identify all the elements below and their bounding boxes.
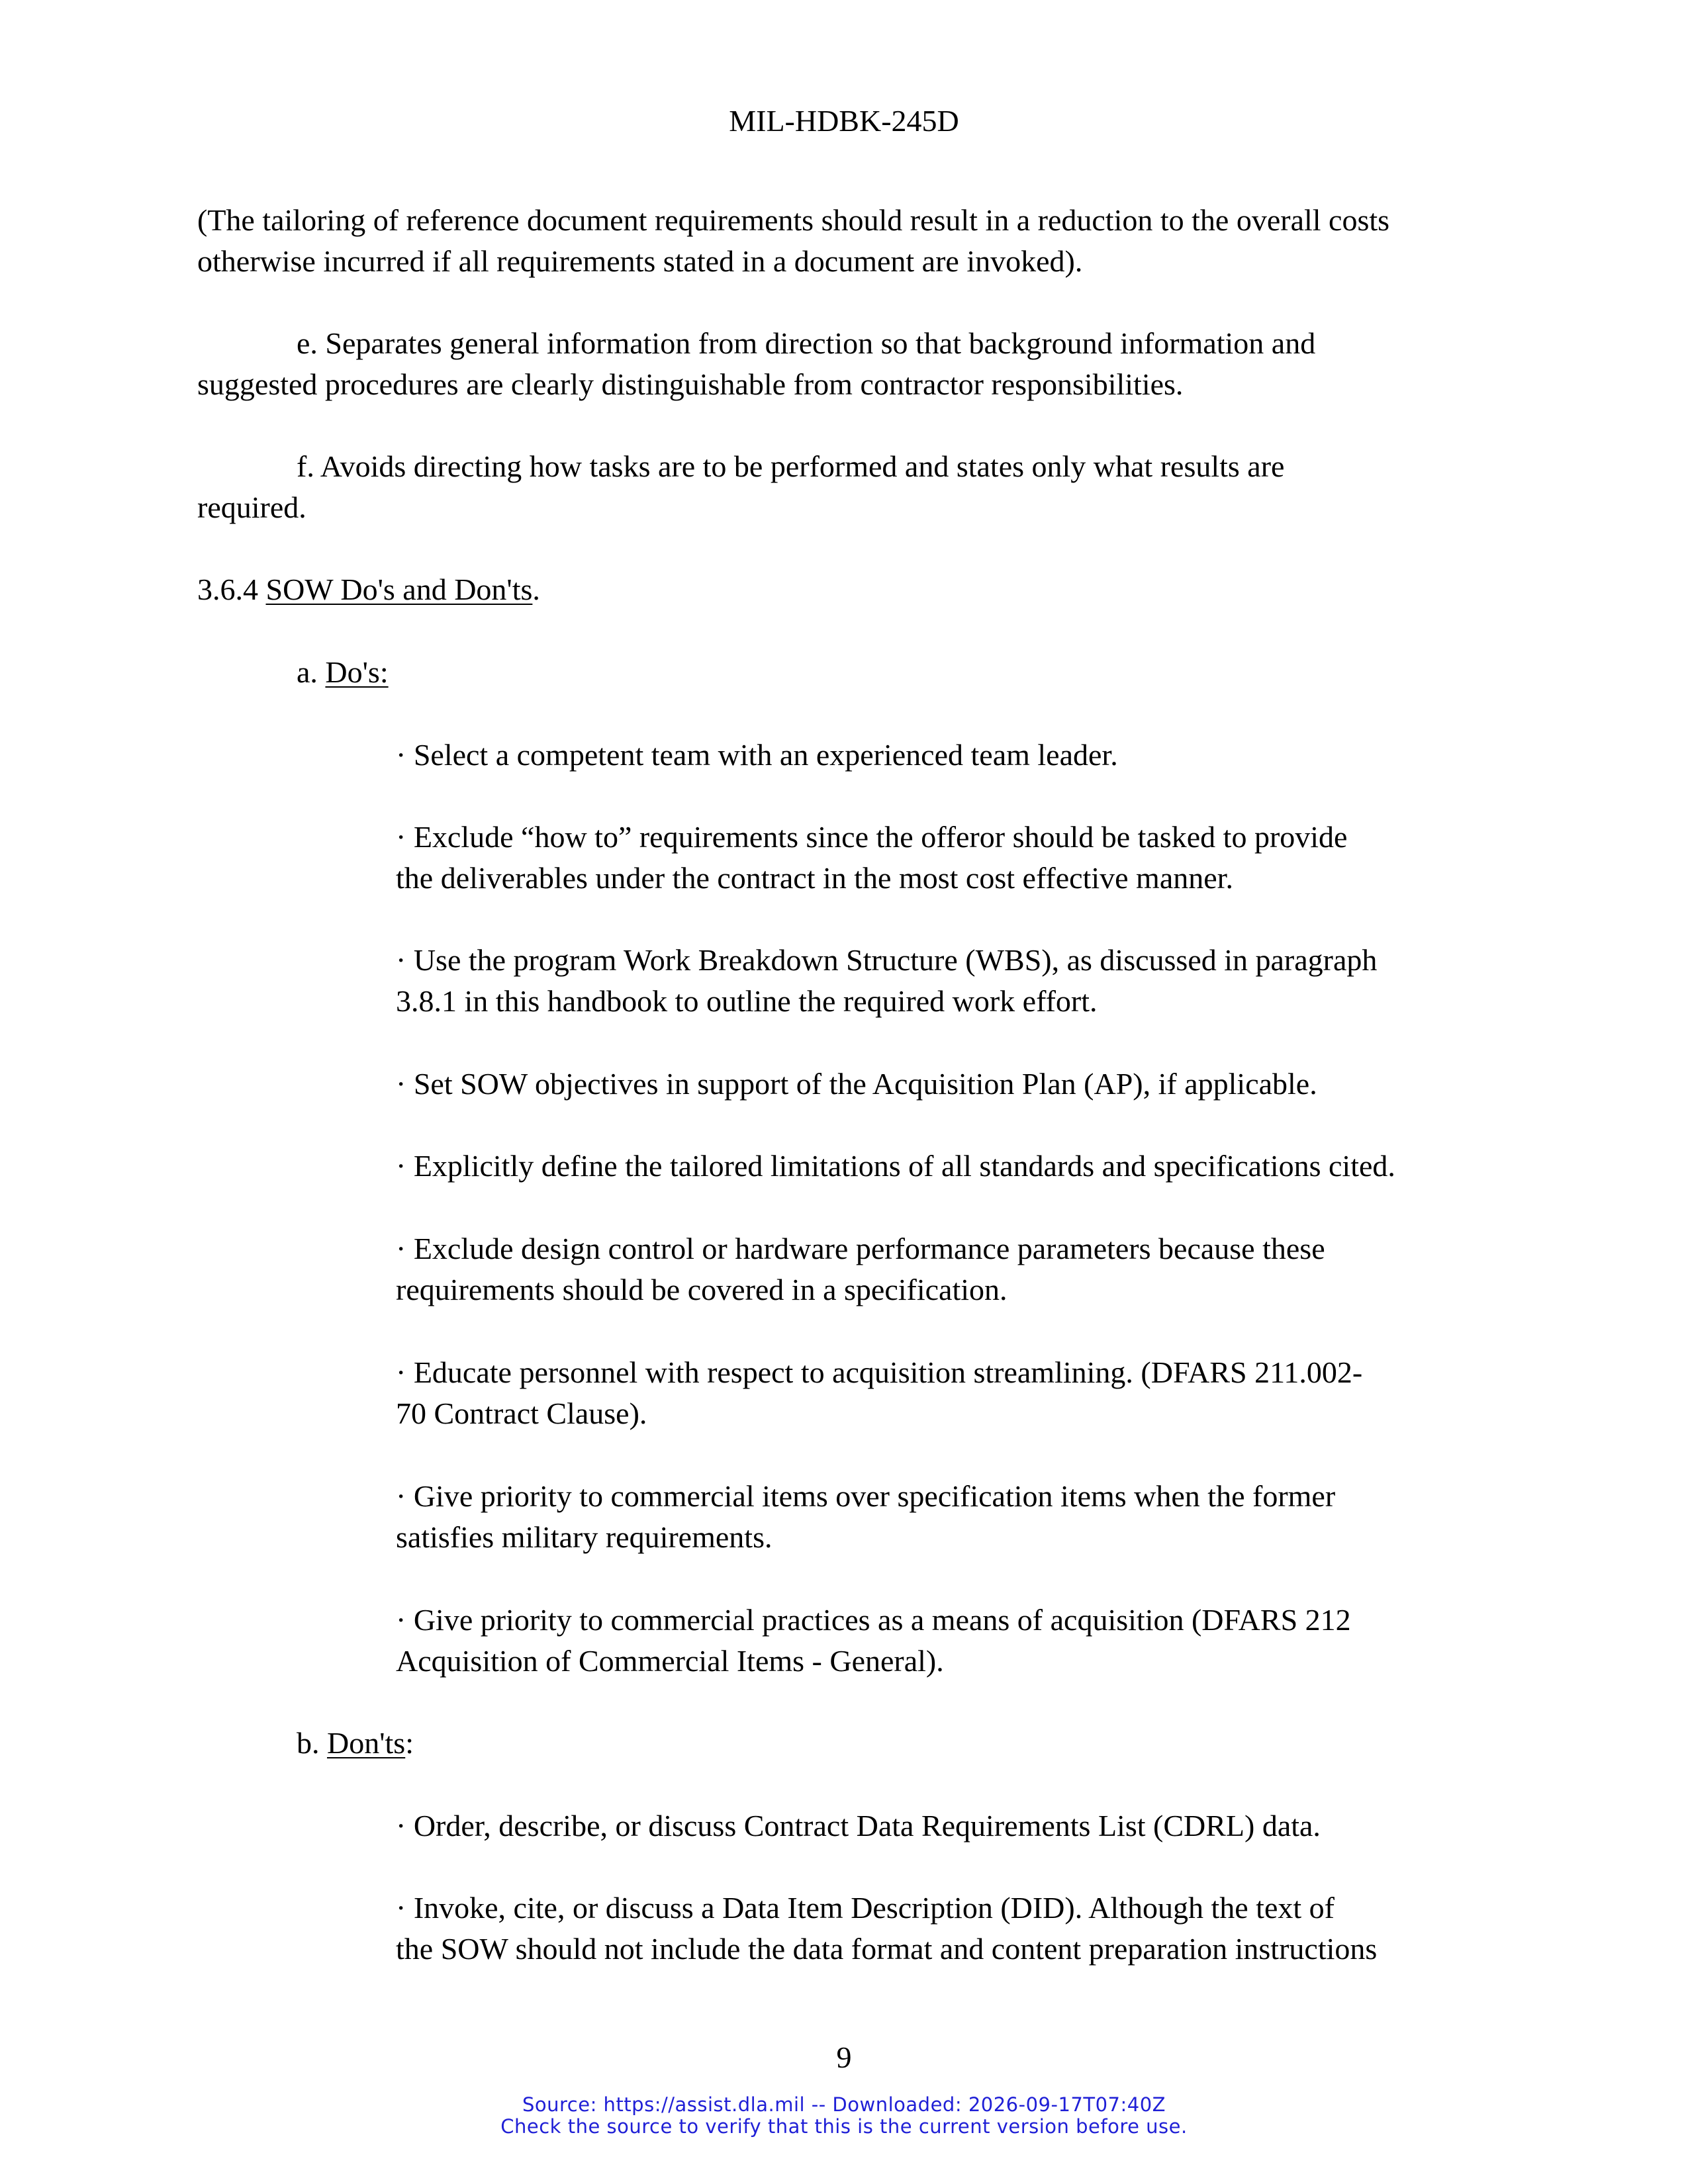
dos-bullet [396, 1228, 1325, 1310]
source-footer-line-2: Check the source to verify that this is the current version before use. [500, 2115, 1188, 2138]
intro-paragraph [197, 200, 1389, 282]
dos-bullet-6-line-1: · Exclude design control or hardware performance parameters because these [396, 1232, 1325, 1265]
dos-bullet [396, 817, 1347, 899]
dos-bullet-8-line-1: · Give priority to commercial items over specification items when the former [396, 1479, 1336, 1513]
section-title-end: . [532, 572, 540, 606]
donts-bullet-2-line-2: the SOW should not include the data format and content preparation instructions [396, 1932, 1378, 1966]
source-footer-line-1: Source: https://assist.dla.mil -- Downloaded: 2026-09-17T07:40Z [522, 2093, 1166, 2116]
dos-bullet [396, 1146, 1395, 1187]
source-footer [0, 2094, 1688, 2138]
dos-bullet-9-line-2: Acquisition of Commercial Items - General). [396, 1644, 944, 1678]
dos-bullet-9-line-1: · Give priority to commercial practices as a means of acquisition (DFARS 212 [396, 1603, 1351, 1637]
donts-heading [297, 1723, 414, 1764]
donts-bullet [396, 1805, 1321, 1846]
donts-bullet-1-line-1: · Order, describe, or discuss Contract Data Requirements List (CDRL) data. [396, 1809, 1321, 1843]
dos-bullet-2-line-1: · Exclude “how to” requirements since the offeror should be tasked to provide [396, 820, 1348, 854]
donts-heading-end: : [405, 1726, 414, 1760]
dos-bullet [396, 735, 1118, 776]
intro-line-1: (The tailoring of reference document requirements should result in a reduction to the overall costs [197, 203, 1390, 237]
dos-bullet-2-line-2: the deliverables under the contract in the most cost effective manner. [396, 861, 1233, 895]
dos-bullet-8-line-2: satisfies military requirements. [396, 1520, 773, 1554]
dos-marker: a. [297, 655, 326, 689]
paragraph-e-line-1: e. Separates general information from direction so that background information and [297, 326, 1316, 360]
section-number: 3.6.4 [197, 572, 266, 606]
paragraph-e-line-2: suggested procedures are clearly distinguishable from contractor responsibilities. [197, 367, 1184, 401]
dos-bullet-7-line-1: · Educate personnel with respect to acquisition streamlining. (DFARS 211.002- [396, 1355, 1363, 1389]
document-id-header: MIL-HDBK-245D [729, 104, 959, 138]
paragraph-f [197, 446, 1284, 528]
dos-bullet-7-line-2: 70 Contract Clause). [396, 1396, 647, 1430]
dos-bullet-3-line-2: 3.8.1 in this handbook to outline the required work effort. [396, 984, 1098, 1018]
dos-bullet [396, 1600, 1351, 1682]
dos-bullet-1-line-1: · Select a competent team with an experienced team leader. [396, 738, 1118, 772]
donts-bullet-2-line-1: · Invoke, cite, or discuss a Data Item Description (DID). Although the text of [396, 1891, 1335, 1925]
dos-bullet-5-line-1: · Explicitly define the tailored limitations of all standards and specifications cited. [396, 1149, 1395, 1183]
dos-heading [297, 652, 389, 693]
dos-bullet-4-line-1: · Set SOW objectives in support of the Acquisition Plan (AP), if applicable. [396, 1067, 1317, 1101]
dos-bullet-3-line-1: · Use the program Work Breakdown Structure (WBS), as discussed in paragraph [396, 943, 1378, 977]
dos-bullet [396, 940, 1377, 1022]
section-title: SOW Do's and Don'ts [265, 572, 533, 606]
donts-heading-label: Don'ts [327, 1726, 406, 1760]
paragraph-f-line-1: f. Avoids directing how tasks are to be performed and states only what results are [297, 449, 1285, 483]
section-heading [197, 569, 540, 610]
intro-line-2: otherwise incurred if all requirements stated in a document are invoked). [197, 244, 1083, 278]
dos-bullet [396, 1064, 1317, 1105]
paragraph-e [197, 323, 1315, 405]
dos-bullet [396, 1476, 1335, 1558]
paragraph-f-line-2: required. [197, 490, 306, 524]
donts-bullet [396, 1888, 1377, 1970]
dos-bullet-6-line-2: requirements should be covered in a specification. [396, 1273, 1008, 1306]
page-number: 9 [836, 2040, 852, 2074]
dos-heading-label: Do's: [325, 655, 389, 689]
dos-bullet [396, 1352, 1362, 1434]
donts-marker: b. [297, 1726, 327, 1760]
